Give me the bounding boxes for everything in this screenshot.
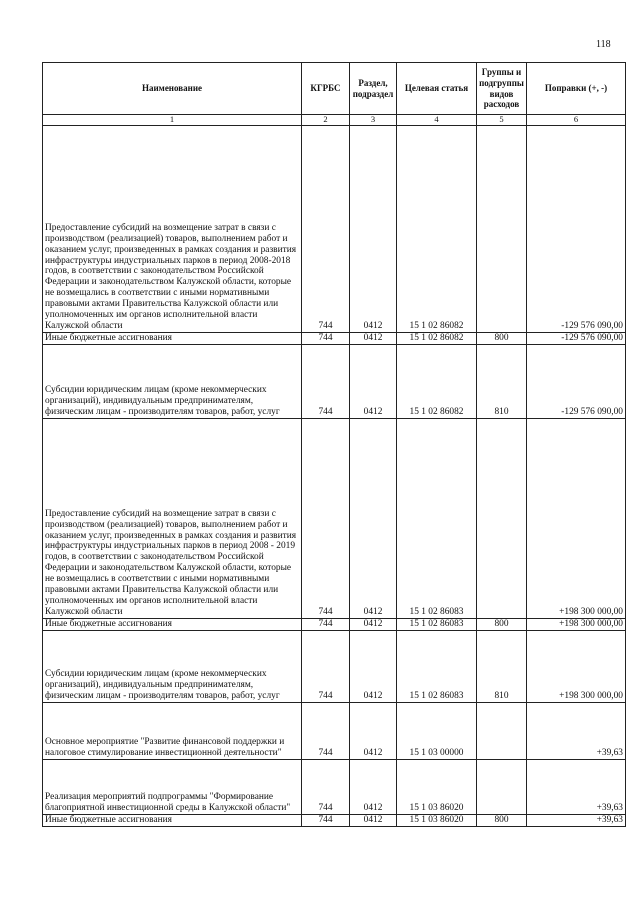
header-expense-group: Группы и подгруппы видов расходов [477, 63, 527, 115]
table-row [43, 418, 626, 618]
column-number: 4 [397, 115, 477, 126]
row-group [477, 702, 527, 759]
row-amount: -129 576 090,00 [527, 344, 626, 418]
row-kgrbs: 744 [302, 344, 350, 418]
row-target: 15 1 02 86082 [397, 125, 477, 332]
row-kgrbs: 744 [302, 759, 350, 814]
table-header-row [43, 63, 626, 115]
row-section: 0412 [350, 332, 397, 344]
row-kgrbs: 744 [302, 618, 350, 630]
row-section: 0412 [350, 618, 397, 630]
row-name: Основное мероприятие "Развитие финансовой поддержки и налоговое стимулирование инвестиционной деятельности" [43, 702, 302, 759]
row-amount: +198 300 000,00 [527, 630, 626, 702]
row-target: 15 1 03 86020 [397, 814, 477, 826]
row-name: Иные бюджетные ассигнования [43, 332, 302, 344]
header-target-article: Целевая статья [397, 63, 477, 115]
column-number: 3 [350, 115, 397, 126]
row-name: Предоставление субсидий на возмещение затрат в связи с производством (реализацией) товаров, выполнением работ и оказанием услуг, произведенных в рамках создания и развития инфраструктуры индустриальных парков в период 2008-2018 годов, в соответствии с законодательством Российской Федерации и законодательством Калужской области, которые не возмещались в соответствии с иными нормативными правовыми актами Правительства Калужской области или уполномоченных им органов исполнительной власти Калужской области [43, 125, 302, 332]
row-section: 0412 [350, 759, 397, 814]
row-amount: -129 576 090,00 [527, 125, 626, 332]
row-target: 15 1 02 86083 [397, 618, 477, 630]
row-target: 15 1 03 86020 [397, 759, 477, 814]
column-number: 2 [302, 115, 350, 126]
budget-amendments-table [42, 62, 626, 827]
row-name: Реализация мероприятий подпрограммы "Формирование благоприятной инвестиционной среды в Калужской области" [43, 759, 302, 814]
row-kgrbs: 744 [302, 125, 350, 332]
row-target: 15 1 03 00000 [397, 702, 477, 759]
row-kgrbs: 744 [302, 702, 350, 759]
table-row [43, 814, 626, 826]
row-kgrbs: 744 [302, 418, 350, 618]
table-row [43, 618, 626, 630]
row-amount: +198 300 000,00 [527, 418, 626, 618]
header-section: Раздел, подраздел [350, 63, 397, 115]
column-number-row [43, 115, 626, 126]
table-row [43, 344, 626, 418]
row-group [477, 418, 527, 618]
row-group: 800 [477, 332, 527, 344]
header-kgrbs: КГРБС [302, 63, 350, 115]
table-row [43, 702, 626, 759]
row-name: Иные бюджетные ассигнования [43, 814, 302, 826]
page-number: 118 [596, 39, 611, 50]
row-group [477, 125, 527, 332]
row-amount: +39,63 [527, 814, 626, 826]
row-name: Субсидии юридическим лицам (кроме некоммерческих организаций), индивидуальным предпринимателям, физическим лицам - производителям товаров, работ, услуг [43, 344, 302, 418]
row-target: 15 1 02 86083 [397, 630, 477, 702]
row-amount: +198 300 000,00 [527, 618, 626, 630]
row-group: 800 [477, 814, 527, 826]
row-section: 0412 [350, 344, 397, 418]
column-number: 1 [43, 115, 302, 126]
row-section: 0412 [350, 418, 397, 618]
row-name: Предоставление субсидий на возмещение затрат в связи с производством (реализацией) товаров, выполнением работ и оказанием услуг, произведенных в рамках создания и развития инфраструктуры индустриальных парков в период 2008 - 2019 годов, в соответствии с законодательством Российской Федерации и законодательством Калужской области, которые не возмещались в соответствии с иными нормативными правовыми актами Правительства Калужской области или уполномоченных им органов исполнительной власти Калужской области [43, 418, 302, 618]
row-kgrbs: 744 [302, 630, 350, 702]
row-target: 15 1 02 86082 [397, 344, 477, 418]
column-number: 6 [527, 115, 626, 126]
row-group: 810 [477, 344, 527, 418]
row-amount: +39,63 [527, 702, 626, 759]
table-row [43, 759, 626, 814]
row-name: Иные бюджетные ассигнования [43, 618, 302, 630]
row-name: Субсидии юридическим лицам (кроме некоммерческих организаций), индивидуальным предпринимателям, физическим лицам - производителям товаров, работ, услуг [43, 630, 302, 702]
row-group: 810 [477, 630, 527, 702]
header-amendment: Поправки (+, -) [527, 63, 626, 115]
row-group: 800 [477, 618, 527, 630]
row-section: 0412 [350, 702, 397, 759]
table-row [43, 332, 626, 344]
column-number: 5 [477, 115, 527, 126]
row-group [477, 759, 527, 814]
row-target: 15 1 02 86082 [397, 332, 477, 344]
row-kgrbs: 744 [302, 814, 350, 826]
row-section: 0412 [350, 630, 397, 702]
row-amount: -129 576 090,00 [527, 332, 626, 344]
header-name: Наименование [43, 63, 302, 115]
table-row [43, 630, 626, 702]
row-kgrbs: 744 [302, 332, 350, 344]
table-row [43, 125, 626, 332]
row-section: 0412 [350, 814, 397, 826]
row-target: 15 1 02 86083 [397, 418, 477, 618]
row-section: 0412 [350, 125, 397, 332]
row-amount: +39,63 [527, 759, 626, 814]
